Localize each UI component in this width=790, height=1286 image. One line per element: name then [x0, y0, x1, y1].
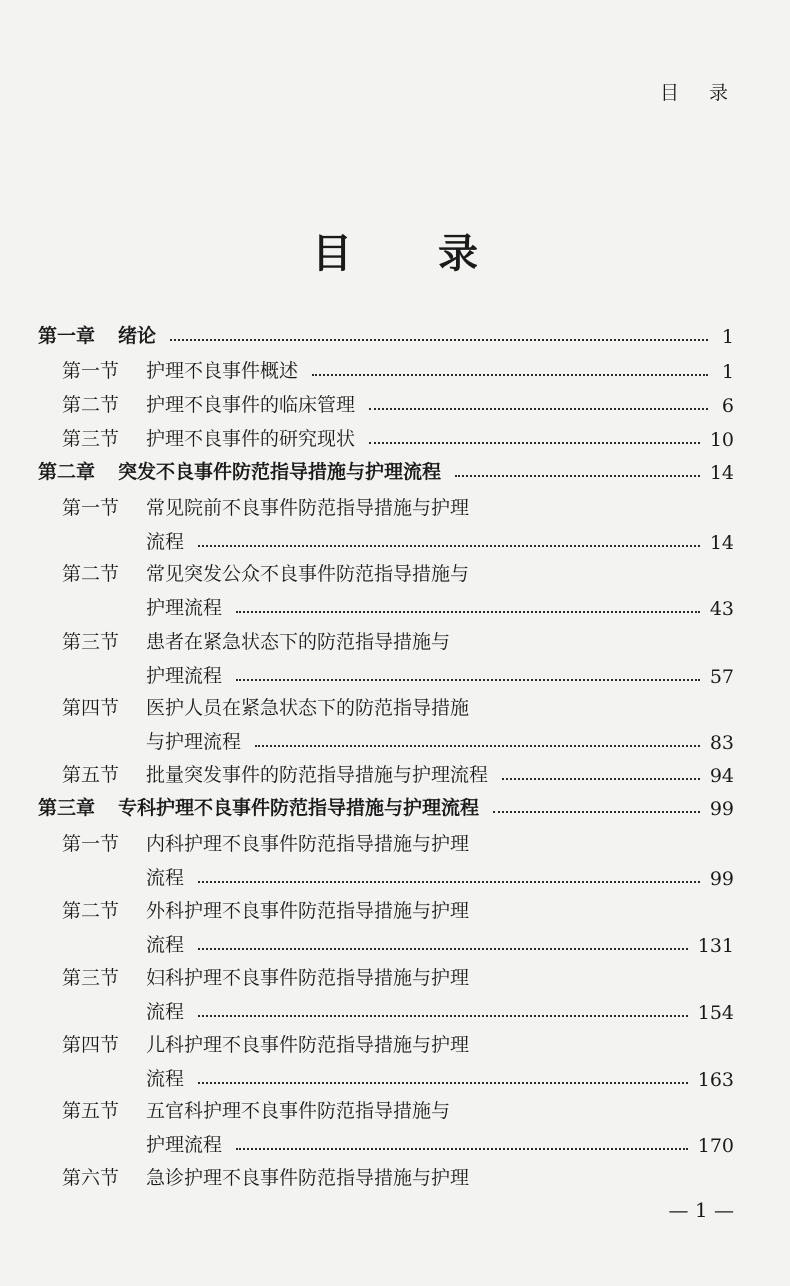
- toc-page-number: 6: [721, 395, 734, 417]
- leader-dots: [312, 374, 708, 376]
- toc-label: 第四节: [62, 1034, 120, 1056]
- leader-dots: [198, 1082, 688, 1084]
- toc-page-number: 10: [709, 429, 734, 451]
- toc-title: 护理流程: [146, 1134, 223, 1156]
- toc-label: 第五节: [62, 764, 120, 786]
- toc-line: [62, 490, 734, 520]
- toc-page-number: 14: [709, 462, 734, 484]
- toc-line: [62, 893, 734, 923]
- toc-page-number: 94: [709, 765, 734, 787]
- toc-title: 护理不良事件的临床管理: [146, 394, 356, 416]
- toc-label: 第三节: [62, 428, 120, 450]
- toc-title: 常见院前不良事件防范指导措施与护理: [146, 497, 470, 519]
- toc-title: 内科护理不良事件防范指导措施与护理: [146, 833, 470, 855]
- toc-title: 五官科护理不良事件防范指导措施与: [146, 1100, 451, 1122]
- toc-title: 与护理流程: [146, 731, 242, 753]
- toc-line: [146, 1061, 734, 1091]
- toc-label: 第三节: [62, 967, 120, 989]
- toc-line: [38, 454, 734, 484]
- toc-line: [62, 624, 734, 654]
- leader-dots: [198, 545, 700, 547]
- toc-line: [62, 1027, 734, 1057]
- toc-line: [38, 790, 734, 820]
- toc-label: 第二节: [62, 900, 120, 922]
- toc-label: 第一节: [62, 497, 120, 519]
- toc-title: 流程: [146, 934, 185, 956]
- leader-dots: [198, 948, 688, 950]
- running-header: 目 录: [659, 82, 740, 104]
- leader-dots: [255, 745, 700, 747]
- toc-label: 第一章: [38, 325, 96, 347]
- leader-dots: [455, 475, 700, 477]
- toc-label: 第三节: [62, 631, 120, 653]
- leader-dots: [198, 881, 700, 883]
- toc-page-number: 163: [697, 1069, 734, 1091]
- leader-dots: [198, 1015, 688, 1017]
- toc-line: [146, 524, 734, 554]
- leader-dots: [502, 778, 700, 780]
- toc-title: 患者在紧急状态下的防范指导措施与: [146, 631, 451, 653]
- toc-line: [62, 1160, 734, 1190]
- toc-label: 第二节: [62, 563, 120, 585]
- toc-line: [62, 826, 734, 856]
- toc-line: [62, 757, 734, 787]
- toc-page-number: 1: [721, 361, 734, 383]
- toc-line: [146, 658, 734, 688]
- toc-line: [146, 590, 734, 620]
- toc-page-number: 99: [709, 798, 734, 820]
- toc-page-number: 43: [709, 598, 734, 620]
- toc-line: [62, 387, 734, 417]
- leader-dots: [236, 679, 700, 681]
- toc-label: 第四节: [62, 697, 120, 719]
- toc-page-number: 14: [709, 532, 734, 554]
- toc-line: [62, 690, 734, 720]
- toc-page-number: 170: [697, 1135, 734, 1157]
- toc-label: 第六节: [62, 1167, 120, 1189]
- toc-title: 流程: [146, 531, 185, 553]
- toc-line: [146, 860, 734, 890]
- leader-dots: [170, 339, 708, 341]
- toc-title: 护理流程: [146, 597, 223, 619]
- toc-page-number: 57: [709, 666, 734, 688]
- toc-page-number: 1: [721, 326, 734, 348]
- toc-page-number: 131: [697, 935, 734, 957]
- toc-line: [146, 994, 734, 1024]
- toc-title: 流程: [146, 1001, 185, 1023]
- toc-page-number: 154: [697, 1002, 734, 1024]
- toc-title: 流程: [146, 1068, 185, 1090]
- toc-title: 护理流程: [146, 665, 223, 687]
- toc-label: 第一节: [62, 833, 120, 855]
- toc-title: 护理不良事件的研究现状: [146, 428, 356, 450]
- toc-line: [146, 724, 734, 754]
- toc-line: [62, 960, 734, 990]
- toc-title: 妇科护理不良事件防范指导措施与护理: [146, 967, 470, 989]
- toc-title: 流程: [146, 867, 185, 889]
- page-number: — 1 —: [668, 1198, 734, 1222]
- toc-line: [38, 318, 734, 348]
- toc-line: [62, 421, 734, 451]
- toc-page-number: 83: [709, 732, 734, 754]
- leader-dots: [369, 442, 700, 444]
- leader-dots: [369, 408, 708, 410]
- toc-label: 第三章: [38, 797, 96, 819]
- toc-title: 医护人员在紧急状态下的防范指导措施: [146, 697, 470, 719]
- leader-dots: [493, 811, 700, 813]
- toc-title: 外科护理不良事件防范指导措施与护理: [146, 900, 470, 922]
- toc-title: 批量突发事件的防范指导措施与护理流程: [146, 764, 489, 786]
- toc-page-number: 99: [709, 868, 734, 890]
- toc-line: [146, 927, 734, 957]
- toc-label: 第五节: [62, 1100, 120, 1122]
- leader-dots: [236, 611, 700, 613]
- toc-title: 绪论: [118, 325, 157, 347]
- toc-line: [62, 556, 734, 586]
- toc-title: 护理不良事件概述: [146, 360, 299, 382]
- toc-title: 急诊护理不良事件防范指导措施与护理: [146, 1167, 470, 1189]
- leader-dots: [236, 1148, 688, 1150]
- toc-label: 第一节: [62, 360, 120, 382]
- toc-title: 专科护理不良事件防范指导措施与护理流程: [118, 797, 480, 819]
- toc-label: 第二章: [38, 461, 96, 483]
- toc-title: 儿科护理不良事件防范指导措施与护理: [146, 1034, 470, 1056]
- page-title: 目 录: [312, 230, 514, 277]
- toc-title: 常见突发公众不良事件防范指导措施与: [146, 563, 470, 585]
- toc-line: [62, 353, 734, 383]
- toc-line: [62, 1093, 734, 1123]
- toc-title: 突发不良事件防范指导措施与护理流程: [118, 461, 442, 483]
- toc-line: [146, 1127, 734, 1157]
- toc-label: 第二节: [62, 394, 120, 416]
